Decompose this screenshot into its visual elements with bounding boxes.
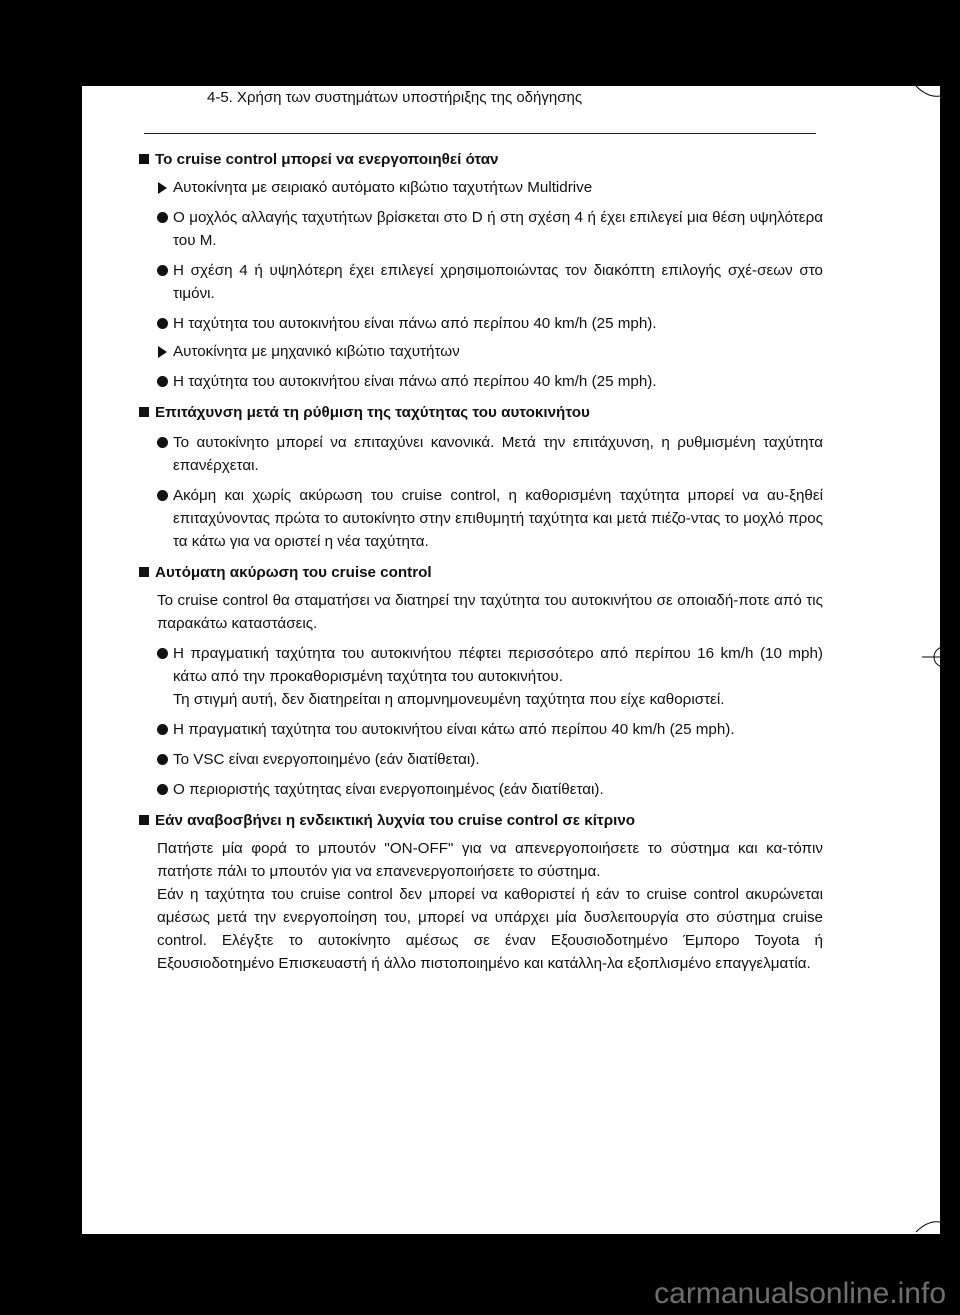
registration-mark-icon bbox=[918, 644, 940, 670]
triangle-bullet-icon bbox=[158, 182, 167, 194]
list-item: Ακόμη και χωρίς ακύρωση του cruise control, η καθορισμένη ταχύτητα μπορεί να αυ-ξηθεί επιταχύνοντας πρώτα το αυτοκίνητο στην επιθυμητή ταχύτητα και μετά πιέζο-ντας το μοχλό προς τα κάτω για να οριστεί η νέα ταχύτητα. bbox=[137, 484, 823, 553]
sub-heading: Αυτοκίνητα με σειριακό αυτόματο κιβώτιο ταχυτήτων Multidrive bbox=[137, 176, 823, 199]
square-bullet-icon bbox=[139, 407, 149, 417]
list-item: Ο μοχλός αλλαγής ταχυτήτων βρίσκεται στο D ή στη σχέση 4 ή έχει επιλεγεί μια θέση υψηλότερα του M. bbox=[137, 206, 823, 252]
dot-bullet-icon bbox=[157, 754, 168, 765]
section-heading: Αυτόματη ακύρωση του cruise control bbox=[137, 561, 823, 584]
dot-bullet-icon bbox=[157, 724, 168, 735]
header-bar bbox=[82, 84, 940, 86]
section-heading: Εάν αναβοσβήνει η ενδεικτική λυχνία του cruise control σε κίτρινο bbox=[137, 809, 823, 832]
header-rule bbox=[144, 133, 816, 134]
page-header bbox=[82, 84, 940, 112]
page-content bbox=[137, 148, 823, 975]
dot-bullet-icon bbox=[157, 784, 168, 795]
section-heading: Επιτάχυνση μετά τη ρύθμιση της ταχύτητας του αυτοκινήτου bbox=[137, 401, 823, 424]
triangle-bullet-icon bbox=[158, 346, 167, 358]
list-item: Η ταχύτητα του αυτοκινήτου είναι πάνω από περίπου 40 km/h (25 mph). bbox=[137, 312, 823, 335]
header-title: 4-5. Χρήση των συστημάτων υποστήριξης της οδήγησης bbox=[207, 89, 583, 106]
dot-bullet-icon bbox=[157, 376, 168, 387]
dot-bullet-icon bbox=[157, 212, 168, 223]
square-bullet-icon bbox=[139, 815, 149, 825]
dot-bullet-icon bbox=[157, 490, 168, 501]
registration-mark-icon bbox=[914, 84, 940, 110]
dot-bullet-icon bbox=[157, 648, 168, 659]
dot-bullet-icon bbox=[157, 265, 168, 276]
manual-page bbox=[82, 84, 940, 1234]
list-item: Το αυτοκίνητο μπορεί να επιταχύνει κανονικά. Μετά την επιτάχυνση, η ρυθμισμένη ταχύτητα επανέρχεται. bbox=[137, 431, 823, 477]
list-item: Η σχέση 4 ή υψηλότερη έχει επιλεγεί χρησιμοποιώντας τον διακόπτη επιλογής σχέ-σεων στο τιμόνι. bbox=[137, 259, 823, 305]
list-item: Ο περιοριστής ταχύτητας είναι ενεργοποιημένος (εάν διατίθεται). bbox=[137, 778, 823, 801]
paragraph: Εάν η ταχύτητα του cruise control δεν μπορεί να καθοριστεί ή εάν το cruise control ακυρώνεται αμέσως μετά την ενεργοποίηση του, μπορεί να υπάρχει μία δυσλειτουργία στο σύστημα cruise control. Ελέγξτε το αυτοκίνητο αμέσως σε έναν Εξουσιοδοτημένο Έμπορο Toyota ή Εξουσιοδοτημένο Επισκευαστή ή άλλο πιστοποιημένο και κατάλλη-λα εξοπλισμένο επαγγελματία. bbox=[157, 886, 823, 972]
paragraph: Το cruise control θα σταματήσει να διατηρεί την ταχύτητα του αυτοκινήτου σε οποιαδή-ποτε από τις παρακάτω καταστάσεις. bbox=[157, 592, 823, 632]
dot-bullet-icon bbox=[157, 437, 168, 448]
dot-bullet-icon bbox=[157, 318, 168, 329]
watermark: carmanualsonline.info bbox=[654, 1277, 946, 1310]
paragraph: Πατήστε μία φορά το μπουτόν "ON-OFF" για να απενεργοποιήσετε το σύστημα και κα-τόπιν πατήστε πάλι το μπουτόν για να επανενεργοποιήσετε το σύστημα. bbox=[157, 840, 823, 880]
list-item: Η πραγματική ταχύτητα του αυτοκινήτου είναι κάτω από περίπου 40 km/h (25 mph). bbox=[137, 718, 823, 741]
section-heading: Το cruise control μπορεί να ενεργοποιηθεί όταν bbox=[137, 148, 823, 171]
registration-mark-icon bbox=[914, 1208, 940, 1234]
square-bullet-icon bbox=[139, 567, 149, 577]
sub-heading: Αυτοκίνητα με μηχανικό κιβώτιο ταχυτήτων bbox=[137, 340, 823, 363]
list-item: Η ταχύτητα του αυτοκινήτου είναι πάνω από περίπου 40 km/h (25 mph). bbox=[137, 370, 823, 393]
list-item: Το VSC είναι ενεργοποιημένο (εάν διατίθεται). bbox=[137, 748, 823, 771]
square-bullet-icon bbox=[139, 154, 149, 164]
list-item: Η πραγματική ταχύτητα του αυτοκινήτου πέφτει περισσότερο από περίπου 16 km/h (10 mph) κάτω από την προκαθορισμένη ταχύτητα του αυτοκινήτου. Τη στιγμή αυτή, δεν διατηρείται η απομνημονευμένη ταχύτητα που είχε καθοριστεί. bbox=[137, 642, 823, 711]
